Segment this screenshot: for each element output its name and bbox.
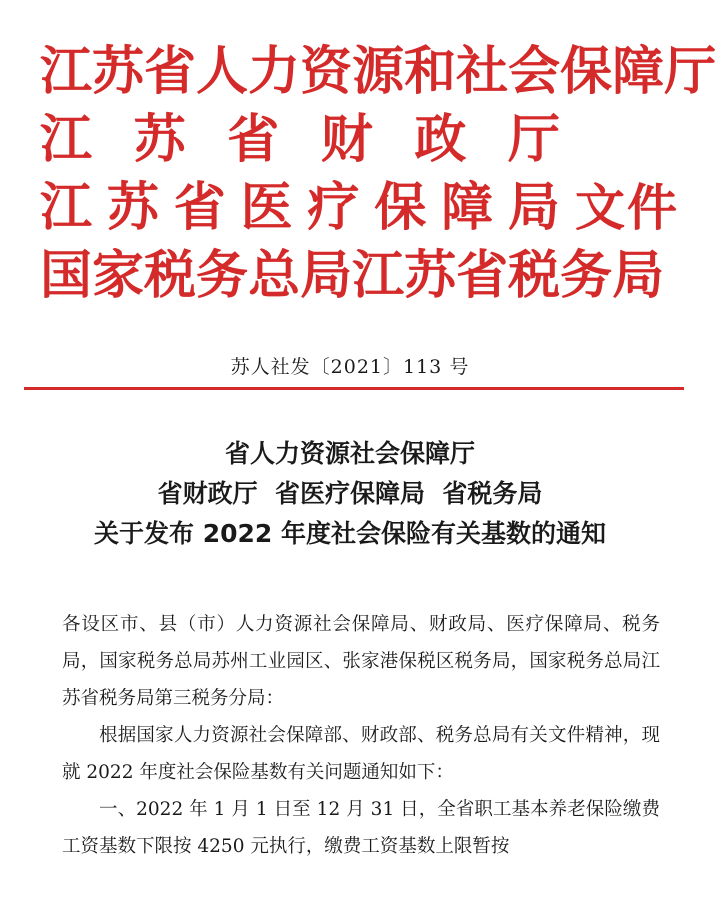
issuer-char: 江 — [352, 246, 405, 306]
issuer-char: 税 — [144, 246, 197, 306]
red-divider — [24, 387, 684, 390]
issuer-char: 家 — [92, 246, 145, 306]
issuer-char: 苏 — [106, 178, 159, 238]
issuer-char: 厅 — [664, 42, 716, 102]
issuer-char: 和 — [404, 42, 457, 102]
issuer-char: 局 — [612, 246, 665, 306]
issuer-char: 保 — [560, 42, 613, 102]
issuer-char: 江 — [40, 178, 93, 238]
issuer-tax — [40, 242, 665, 310]
document-suffix: 文件 — [575, 179, 679, 237]
issuer-char: 局 — [300, 246, 353, 306]
document-header — [40, 38, 716, 318]
issuer-char: 会 — [508, 42, 561, 102]
issuer-char: 苏 — [92, 42, 145, 102]
document-body — [62, 606, 660, 865]
issuer-char: 苏 — [404, 246, 457, 306]
issuer-char: 国 — [40, 246, 93, 306]
issuer-char: 江 — [40, 42, 93, 102]
title-line-1: 省人力资源社会保障厅 — [224, 439, 475, 468]
issuer-char: 障 — [441, 178, 494, 238]
issuer-char: 障 — [612, 42, 665, 102]
title-line-2: 省财政厅 省医疗保障局 省税务局 — [157, 479, 543, 508]
issuer-char: 总 — [248, 246, 301, 306]
issuer-char: 省 — [144, 42, 197, 102]
salutation: 各设区市、县（市）人力资源社会保障局、财政局、医疗保障局、税务局，国家税务总局苏州工业园区、张家港保税区税务局，国家税务总局江苏省税务局第三税务分局： — [62, 614, 660, 709]
issuer-char: 务 — [196, 246, 249, 306]
issuer-char: 省 — [456, 246, 509, 306]
issuer-healthcare — [40, 174, 560, 242]
issuer-char: 省 — [173, 178, 226, 238]
issuer-char: 社 — [456, 42, 509, 102]
issuer-char: 资 — [300, 42, 353, 102]
issuer-char: 省 — [227, 110, 280, 170]
issuer-char: 疗 — [307, 178, 360, 238]
issuer-char: 江 — [40, 110, 93, 170]
issuer-char: 税 — [508, 246, 561, 306]
issuer-char: 厅 — [507, 110, 560, 170]
issuer-finance — [40, 106, 560, 174]
issuer-char: 财 — [320, 110, 373, 170]
issuer-char: 苏 — [133, 110, 186, 170]
issuer-char: 医 — [240, 178, 293, 238]
document-title — [0, 434, 700, 554]
issuer-char: 力 — [248, 42, 301, 102]
body-paragraph: 根据国家人力资源社会保障部、财政部、税务总局有关文件精神，现就 2022 年度社会保险基数有关问题通知如下： — [62, 725, 660, 783]
issuer-char: 人 — [196, 42, 249, 102]
body-paragraph: 一、2022 年 1 月 1 日至 12 月 31 日，全省职工基本养老保险缴费工资基数下限按 4250 元执行，缴费工资基数上限暂按 — [62, 799, 660, 857]
issuer-char: 源 — [352, 42, 405, 102]
issuer-char: 务 — [560, 246, 613, 306]
title-line-3: 关于发布 2022 年度社会保险有关基数的通知 — [94, 519, 606, 548]
document-number: 苏人社发〔2021〕113 号 — [230, 356, 470, 378]
issuer-char: 保 — [374, 178, 427, 238]
issuer-hrss — [40, 38, 716, 106]
issuer-char: 局 — [507, 178, 560, 238]
issuer-char: 政 — [414, 110, 467, 170]
